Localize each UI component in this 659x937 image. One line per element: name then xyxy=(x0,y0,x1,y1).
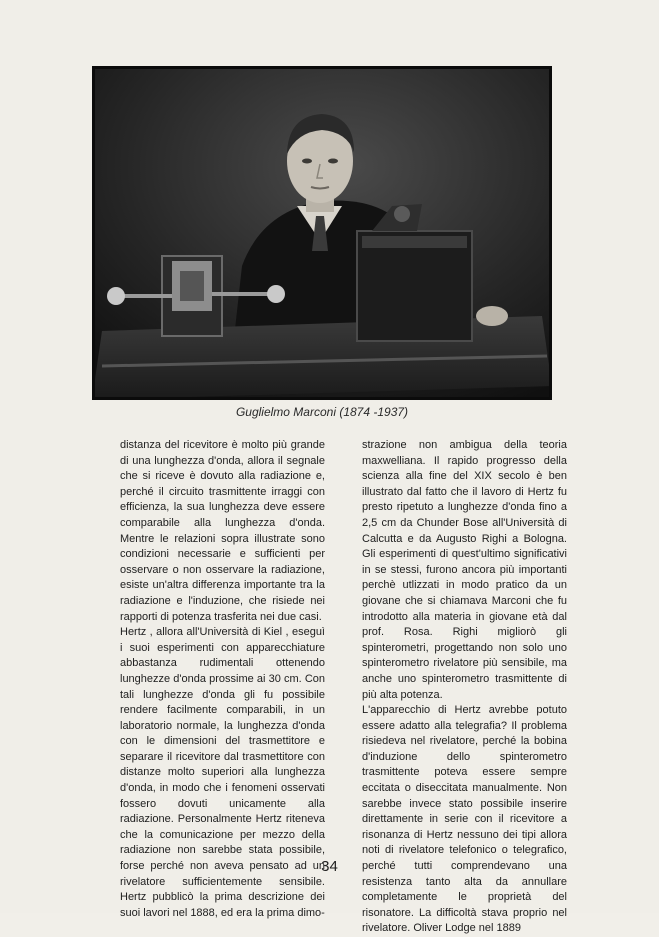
text-column-right: strazione non ambigua della teoria maxwelliana. Il rapido progresso della scienza alla fine del XIX secolo è ben illustrato dal fatto che il lavoro di Hertz fu presto ripetuto a lunghezze d'onda fino a 2,5 cm da Chunder Bose all'Università di Calcutta e da Augusto Righi a Bologna. Gli esperimenti di quest'ultimo significativi in se stessi, furono ancora più importanti perchè utlizzati in modo pratico da un giovane che si chiamava Marconi che fu introdotto alla materia in giovane età dal prof. Rosa. Righi migliorò gli spinterometri, progettando non solo uno spinterometro rivelatore più sensibile, ma anche uno spinterometro trasmittente di più alta potenza. L'apparecchio di Hertz avrebbe potuto essere adatto alla telegrafia? Il problema risiedeva nel rivelatore, perché la bobina d'induzione dello spinterometro trasmittente poteva essere sempre eccitata o diseccitata manualmente. Non sarebbe invece stato possibile inserire direttamente in serie con il ricevitore a risonanza di Hertz nessuno dei tipi allora noti di rivelatore telefonico o telegrafico, perché tutti comprendevano una resistenza tanto alta da annullare completamente le proprietà del risonatore. La difficoltà stava proprio nel rivelatore. Oliver Lodge nel 1889 xyxy=(362,439,567,935)
page-number: 34 xyxy=(321,858,338,875)
photo-caption: Guglielmo Marconi (1874 -1937) xyxy=(235,405,409,419)
text-column-left: distanza del ricevitore è molto più grande di una lunghezza d'onda, allora il segnale che si riceve è dovuto alla radiazione e, perché il circuito trasmittente irraggi con efficienza, la sua lunghezza deve essere comparabile alla lunghezza d'onda. Mentre le relazioni sopra illustrate sono condizioni necessarie e sufficienti per osservare o non osservare la radiazione, esiste un'altra differenza importante tra la radiazione e l'induzione, che risiede nei rapporti di potenza trasferita nei due casi. Hertz , allora all'Università di Kiel , eseguì i suoi esperimenti con apparecchiature abbastanza rudimentali ottenendo lunghezze d'onda prossime ai 30 cm. Con tali lunghezze d'onda gli fu possibile rendere facilmente comparabili, in un laboratorio normale, la lunghezza d'onda con le dimensioni del trasmettitore e separare il ricevitore dal trasmettitore con distanze molto superiori alla lunghezza d'onda, in modo che i fenomeni osservati fossero dovuti unicamente alla radiazione. Personalmente Hertz riteneva che la comunicazione per mezzo della radiazione non sarebbe stata possibile, forse perché non aveva pensato ad un rivelatore sufficientemente sensibile. Hertz pubblicò la prima descrizione dei suoi lavori nel 1888, ed era la prima dimo- xyxy=(120,439,325,919)
photo-illustration xyxy=(92,66,552,400)
marconi-photograph xyxy=(92,66,552,400)
